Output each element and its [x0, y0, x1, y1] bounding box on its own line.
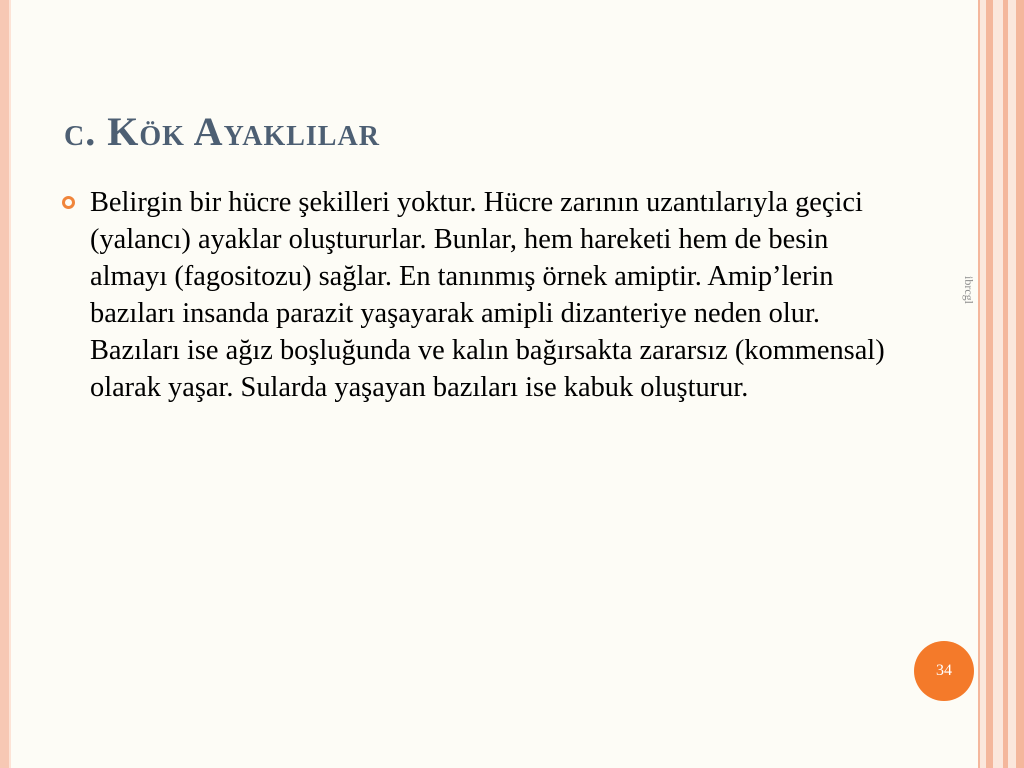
slide-body — [62, 184, 892, 407]
bullet-item — [62, 184, 892, 407]
side-label: ibrcgl — [962, 276, 976, 304]
page-number-badge: 34 — [914, 641, 974, 701]
bullet-text: Belirgin bir hücre şekilleri yoktur. Hücre zarının uzantılarıyla geçici (yalancı) ayaklar oluştururlar. Bunlar, hem hareketi hem de besin almayı (fagositozu) sağlar. En tanınmış örnek amiptir. Amip’lerin bazıları insanda parazit yaşayarak amipli dizanteriye neden olur. Bazıları ise ağız boşluğunda ve kalın bağırsakta zararsız (kommensal) olarak yaşar. Sularda yaşayan bazıları ise kabuk oluşturur. — [90, 187, 885, 404]
frame-right-line — [1003, 0, 1008, 768]
frame-right-line — [1016, 0, 1024, 768]
slide-title: c. Kök Ayaklılar — [64, 109, 380, 154]
frame-left-inner-border — [9, 0, 11, 768]
frame-right-line — [978, 0, 980, 768]
circle-bullet-icon — [62, 196, 75, 209]
frame-right-line — [986, 0, 993, 768]
frame-left-border — [0, 0, 9, 768]
